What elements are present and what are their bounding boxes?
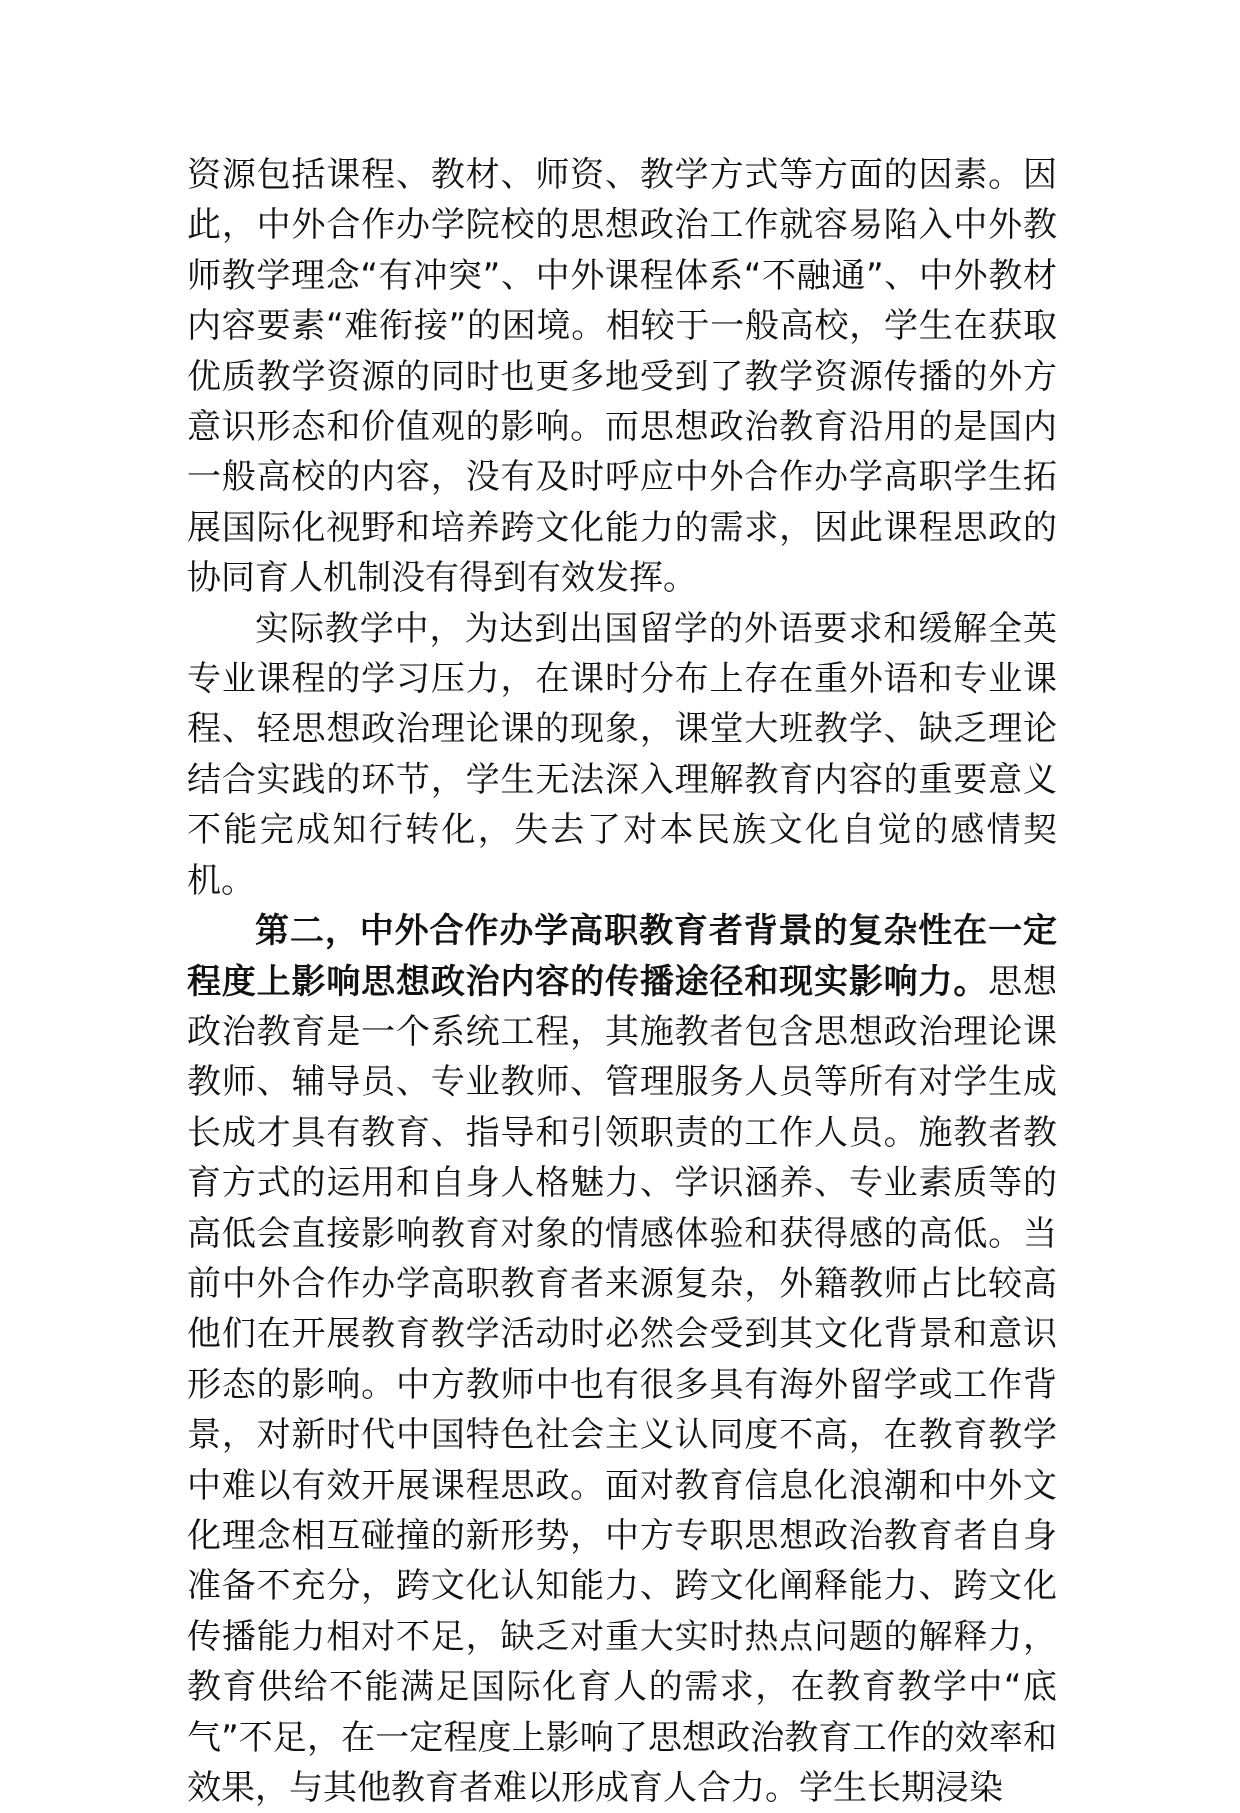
paragraph-second-point: [187, 906, 1057, 1813]
paragraph-continuation: 资源包括课程、教材、师资、教学方式等方面的因素。因此，中外合作办学院校的思想政治工作就容易陷入中外教师教学理念“有冲突”、中外课程体系“不融通”、中外教材内容要素“难衔接”的困境。相较于一般高校，学生在获取优质教学资源的同时也更多地受到了教学资源传播的外方意识形态和价值观的影响。而思想政治教育沿用的是国内一般高校的内容，没有及时呼应中外合作办学高职学生拓展国际化视野和培养跨文化能力的需求，因此课程思政的协同育人机制没有得到有效发挥。: [187, 155, 1057, 599]
paragraph-heading-bold: 第二，中外合作办学高职教育者背景的复杂性在一定程度上影响思想政治内容的传播途径和现实影响力。: [187, 911, 1057, 1002]
document-page: [187, 150, 1057, 1813]
paragraph-teaching-practice: 实际教学中，为达到出国留学的外语要求和缓解全英专业课程的学习压力，在课时分布上存在重外语和专业课程、轻思想政治理论课的现象，课堂大班教学、缺乏理论结合实践的环节，学生无法深入理解教育内容的重要意义不能完成知行转化，失去了对本民族文化自觉的感情契机。: [187, 608, 1057, 901]
paragraph-body: 思想政治教育是一个系统工程，其施教者包含思想政治理论课教师、辅导员、专业教师、管理服务人员等所有对学生成长成才具有教育、指导和引领职责的工作人员。施教者教育方式的运用和自身人格魅力、学识涵养、专业素质等的高低会直接影响教育对象的情感体验和获得感的高低。当前中外合作办学高职教育者来源复杂，外籍教师占比较高他们在开展教育教学活动时必然会受到其文化背景和意识形态的影响。中方教师中也有很多具有海外留学或工作背景，对新时代中国特色社会主义认同度不高，在教育教学中难以有效开展课程思政。面对教育信息化浪潮和中外文化理念相互碰撞的新形势，中方专职思想政治教育者自身准备不充分，跨文化认知能力、跨文化阐释能力、跨文化传播能力相对不足，缺乏对重大实时热点问题的解释力，教育供给不能满足国际化育人的需求，在教育教学中“底气”不足，在一定程度上影响了思想政治教育工作的效率和效果，与其他教育者难以形成育人合力。学生长期浸染: [187, 961, 1058, 1808]
